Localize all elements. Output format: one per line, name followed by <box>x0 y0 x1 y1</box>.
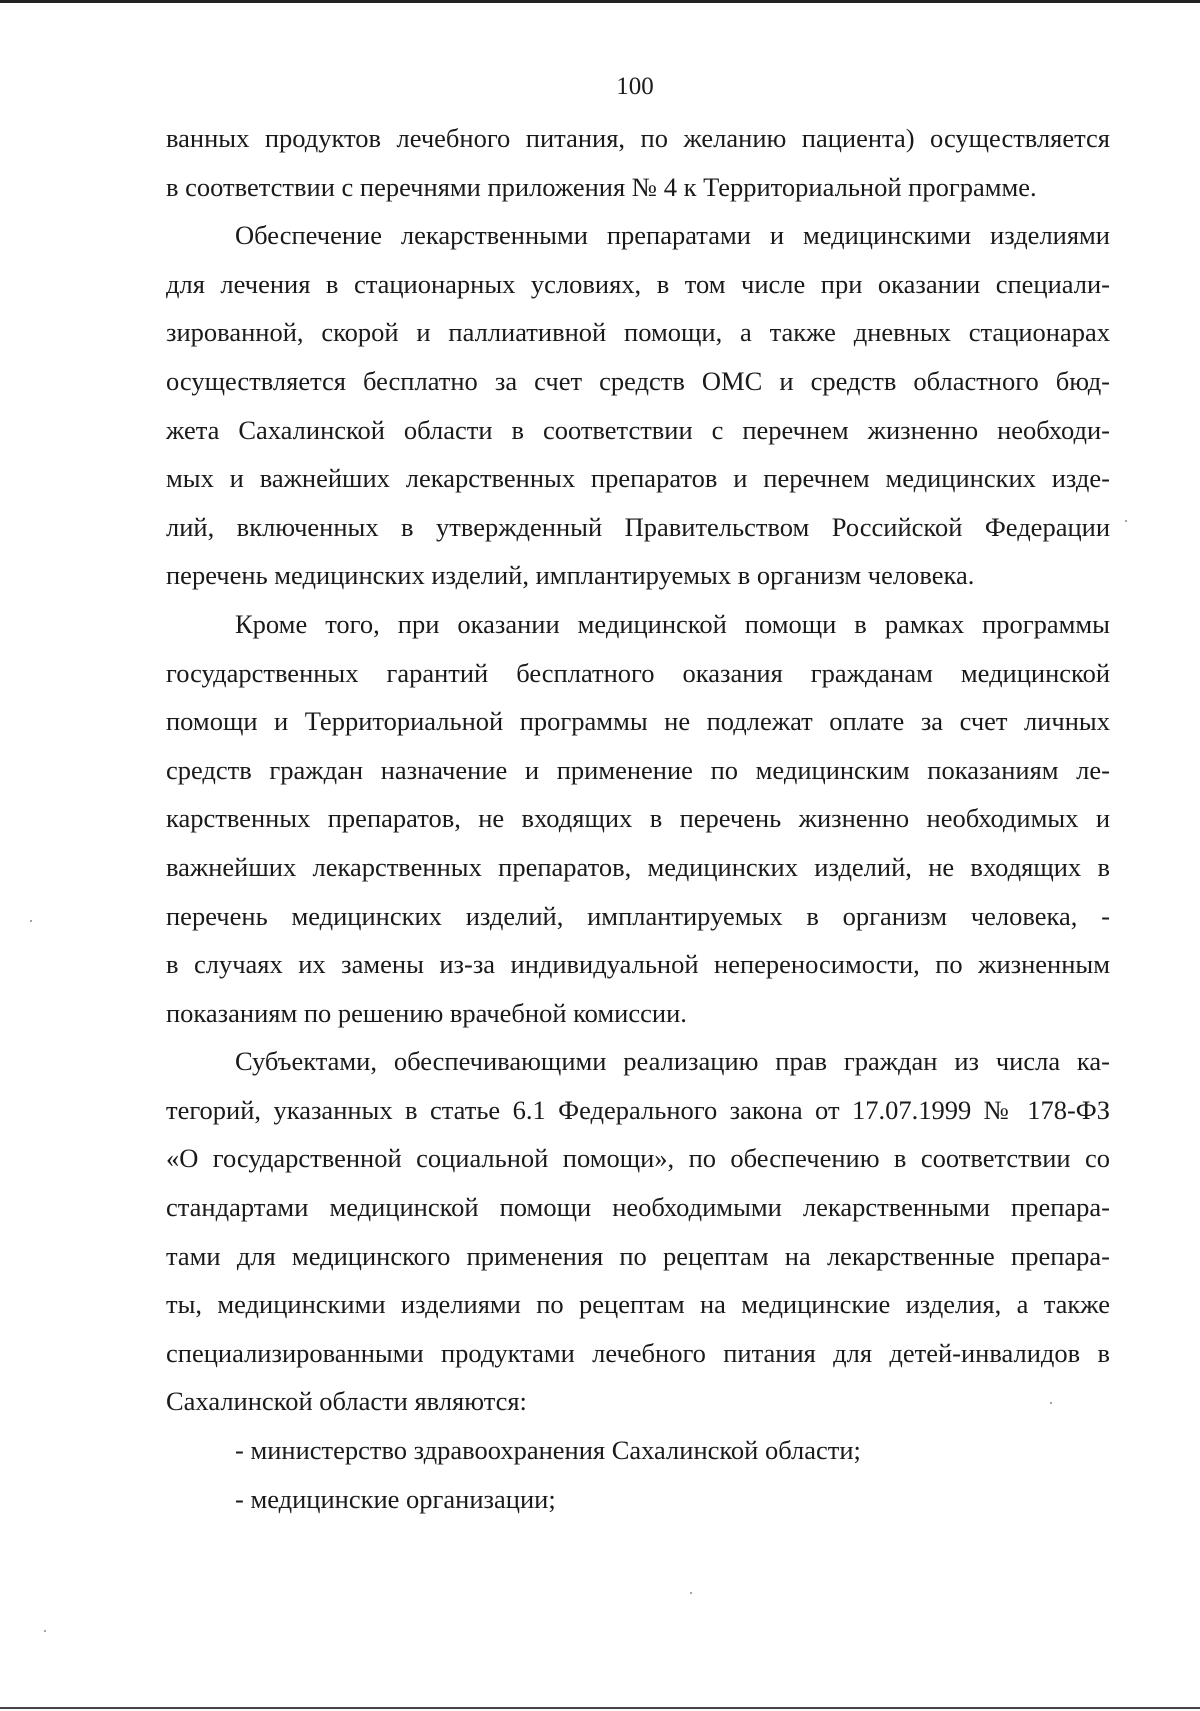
text-line: для лечения в стационарных условиях, в том числе при оказании специали- <box>166 268 1110 299</box>
document-body <box>166 114 1110 1523</box>
text-line: тегорий, указанных в статье 6.1 Федерального закона от 17.07.1999 № 178-ФЗ <box>166 1094 1110 1125</box>
scan-speck <box>1050 1402 1052 1404</box>
scan-speck <box>690 1592 692 1594</box>
text-line: важнейших лекарственных препаратов, медицинских изделий, не входящих в <box>166 851 1110 882</box>
text-line: в соответствии с перечнями приложения № 4 к Территориальной программе. <box>166 171 1037 202</box>
text-line: лий, включенных в утвержденный Правительством Российской Федерации <box>166 511 1110 542</box>
text-line: государственных гарантий бесплатного оказания гражданам медицинской <box>166 657 1110 688</box>
text-line: помощи и Территориальной программы не подлежат оплате за счет личных <box>166 706 1110 737</box>
text-line: ванных продуктов лечебного питания, по желанию пациента) осуществляется <box>166 123 1110 153</box>
text-line: «О государственной социальной помощи», по обеспечению в соответствии со <box>166 1143 1110 1174</box>
text-line: средств граждан назначение и применение по медицинским показаниям ле- <box>166 754 1110 785</box>
text-line: ты, медицинскими изделиями по рецептам на медицинские изделия, а также <box>166 1289 1110 1320</box>
text-line: тами для медицинского применения по рецептам на лекарственные препара- <box>166 1240 1110 1271</box>
text-line: стандартами медицинской помощи необходимыми лекарственными препара- <box>166 1192 1110 1223</box>
scan-speck <box>1125 520 1127 522</box>
scan-top-edge <box>0 0 1200 3</box>
list-item: - медицинские организации; <box>235 1483 556 1514</box>
page-number: 100 <box>616 73 654 100</box>
text-line: перечень медицинских изделий, имплантируемых в организм человека, - <box>166 900 1110 931</box>
text-line: перечень медицинских изделий, имплантируемых в организм человека. <box>166 560 975 591</box>
text-line: осуществляется бесплатно за счет средств ОМС и средств областного бюд- <box>166 365 1110 396</box>
text-line: мых и важнейших лекарственных препаратов и перечнем медицинских изде- <box>166 463 1110 494</box>
paragraph-first-line: Обеспечение лекарственными препаратами и медицинскими изделиями <box>235 220 1110 251</box>
text-line: в случаях их замены из-за индивидуальной непереносимости, по жизненным <box>166 949 1110 980</box>
scan-speck <box>30 920 32 922</box>
paragraph-first-line: Кроме того, при оказании медицинской помощи в рамках программы <box>235 608 1110 639</box>
text-line: зированной, скорой и паллиативной помощи, а также дневных стационарах <box>166 317 1110 348</box>
text-line: Сахалинской области являются: <box>166 1386 527 1417</box>
text-line: специализированными продуктами лечебного питания для детей-инвалидов в <box>166 1337 1110 1368</box>
list-item: - министерство здравоохранения Сахалинской области; <box>235 1435 861 1466</box>
text-line: карственных препаратов, не входящих в перечень жизненно необходимых и <box>166 803 1110 834</box>
text-line: жета Сахалинской области в соответствии с перечнем жизненно необходи- <box>166 414 1110 445</box>
text-line: показаниям по решению врачебной комиссии. <box>166 997 687 1028</box>
scan-speck <box>44 1630 46 1632</box>
scan-bottom-edge <box>0 1707 1200 1709</box>
paragraph-first-line: Субъектами, обеспечивающими реализацию прав граждан из числа ка- <box>235 1046 1110 1077</box>
